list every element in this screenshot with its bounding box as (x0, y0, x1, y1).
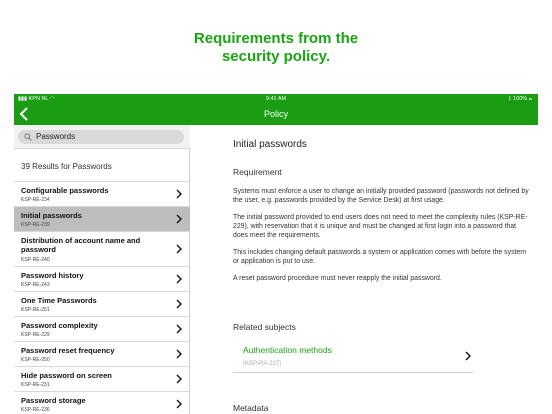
requirement-paragraph: The initial password provided to end users does not need to meet the complexity rules (KSP-RE-229), with reservation that it is unique and must be changed at first login into a password that does meet the requirements. (233, 214, 528, 239)
list-item-title: Password complexity (21, 321, 98, 330)
related-link-title: Authentication methods (243, 345, 332, 355)
list-item-title: Hide password on screen (21, 371, 112, 380)
list-item[interactable] (14, 366, 190, 391)
list-item-code: KSP-RE-240 (21, 257, 50, 263)
list-item-code: KSP-RE-231 (21, 382, 50, 388)
requirement-paragraph: A reset password procedure must never reapply the initial password. (233, 274, 442, 282)
list-item[interactable] (14, 316, 190, 341)
signal-icon: ▮▮▮ (18, 96, 28, 102)
list-item[interactable] (14, 231, 190, 266)
list-item[interactable] (14, 391, 190, 414)
requirement-text (233, 188, 531, 292)
search-value: Passwords (36, 132, 76, 141)
list-item-title: Configurable passwords (21, 186, 109, 195)
chevron-right-icon (176, 299, 182, 309)
list-item-code: KSP-RE-236 (21, 407, 50, 413)
results-list (14, 181, 190, 414)
headline-line-2: security policy. (221, 48, 331, 65)
list-item-code: KSP-RE-229 (21, 332, 50, 338)
list-item-code: KSP-RE-243 (21, 282, 50, 288)
list-item[interactable] (14, 181, 190, 206)
search-icon (24, 133, 32, 141)
list-item-code: KSP-RE-251 (21, 307, 50, 313)
chevron-right-icon (176, 324, 182, 334)
list-item-selected[interactable] (14, 206, 190, 231)
list-item[interactable] (14, 266, 190, 291)
metadata-heading: Metadata (233, 403, 269, 413)
list-item-title: Password history (21, 271, 84, 280)
status-bar (14, 94, 538, 104)
nav-bar (14, 104, 538, 125)
status-right (508, 94, 532, 104)
carrier-label: KPN NL (28, 96, 49, 102)
battery-percent: 100% (513, 96, 528, 102)
search-input[interactable] (18, 130, 184, 144)
list-item[interactable] (14, 341, 190, 366)
chevron-right-icon (176, 374, 182, 384)
detail-title: Initial passwords (233, 139, 307, 150)
wifi-icon: ◠ (49, 96, 55, 102)
chevron-right-icon (176, 399, 182, 409)
list-item-title: Initial passwords (21, 211, 82, 220)
bluetooth-icon: ᛒ (508, 96, 512, 102)
headline-line-1: Requirements from the (193, 30, 359, 47)
results-count: 39 Results for Passwords (21, 162, 112, 171)
status-time: 9:41 AM (265, 96, 287, 102)
related-link-authentication-methods[interactable] (233, 341, 473, 373)
chevron-right-icon (176, 274, 182, 284)
requirement-paragraph: This includes changing default passwords a system or application comes with before the system or application is put to use. (233, 248, 526, 265)
detail-pane (191, 125, 538, 414)
list-item-title: Distribution of account name and password (21, 236, 141, 254)
related-link-code: (KSP-RA-227) (243, 361, 282, 367)
marketing-headline (0, 30, 552, 66)
tablet-screen (14, 94, 538, 414)
list-item[interactable] (14, 291, 190, 316)
sidebar (14, 125, 190, 414)
chevron-right-icon (176, 214, 182, 224)
battery-icon: ▭ (528, 96, 532, 102)
requirement-heading: Requirement (233, 167, 282, 177)
nav-title: Policy (263, 109, 288, 119)
search-bar (14, 125, 190, 149)
chevron-right-icon (465, 351, 471, 361)
list-item-title: One Time Passwords (21, 296, 97, 305)
list-item-code: KSP-RE-250 (21, 357, 50, 363)
list-item-title: Password reset frequency (21, 346, 115, 355)
list-item-code: KSP-RE-234 (21, 197, 50, 203)
list-item-title: Password storage (21, 396, 86, 405)
requirement-paragraph: Systems must enforce a user to change an initially provided password (passwords not defined by the user, e.g. passwords provided by the Service Desk) at first usage. (233, 188, 529, 204)
chevron-right-icon (176, 189, 182, 199)
related-heading: Related subjects (233, 322, 296, 332)
list-item-code: KSP-RE-239 (21, 222, 50, 228)
chevron-right-icon (176, 244, 182, 254)
chevron-right-icon (176, 349, 182, 359)
